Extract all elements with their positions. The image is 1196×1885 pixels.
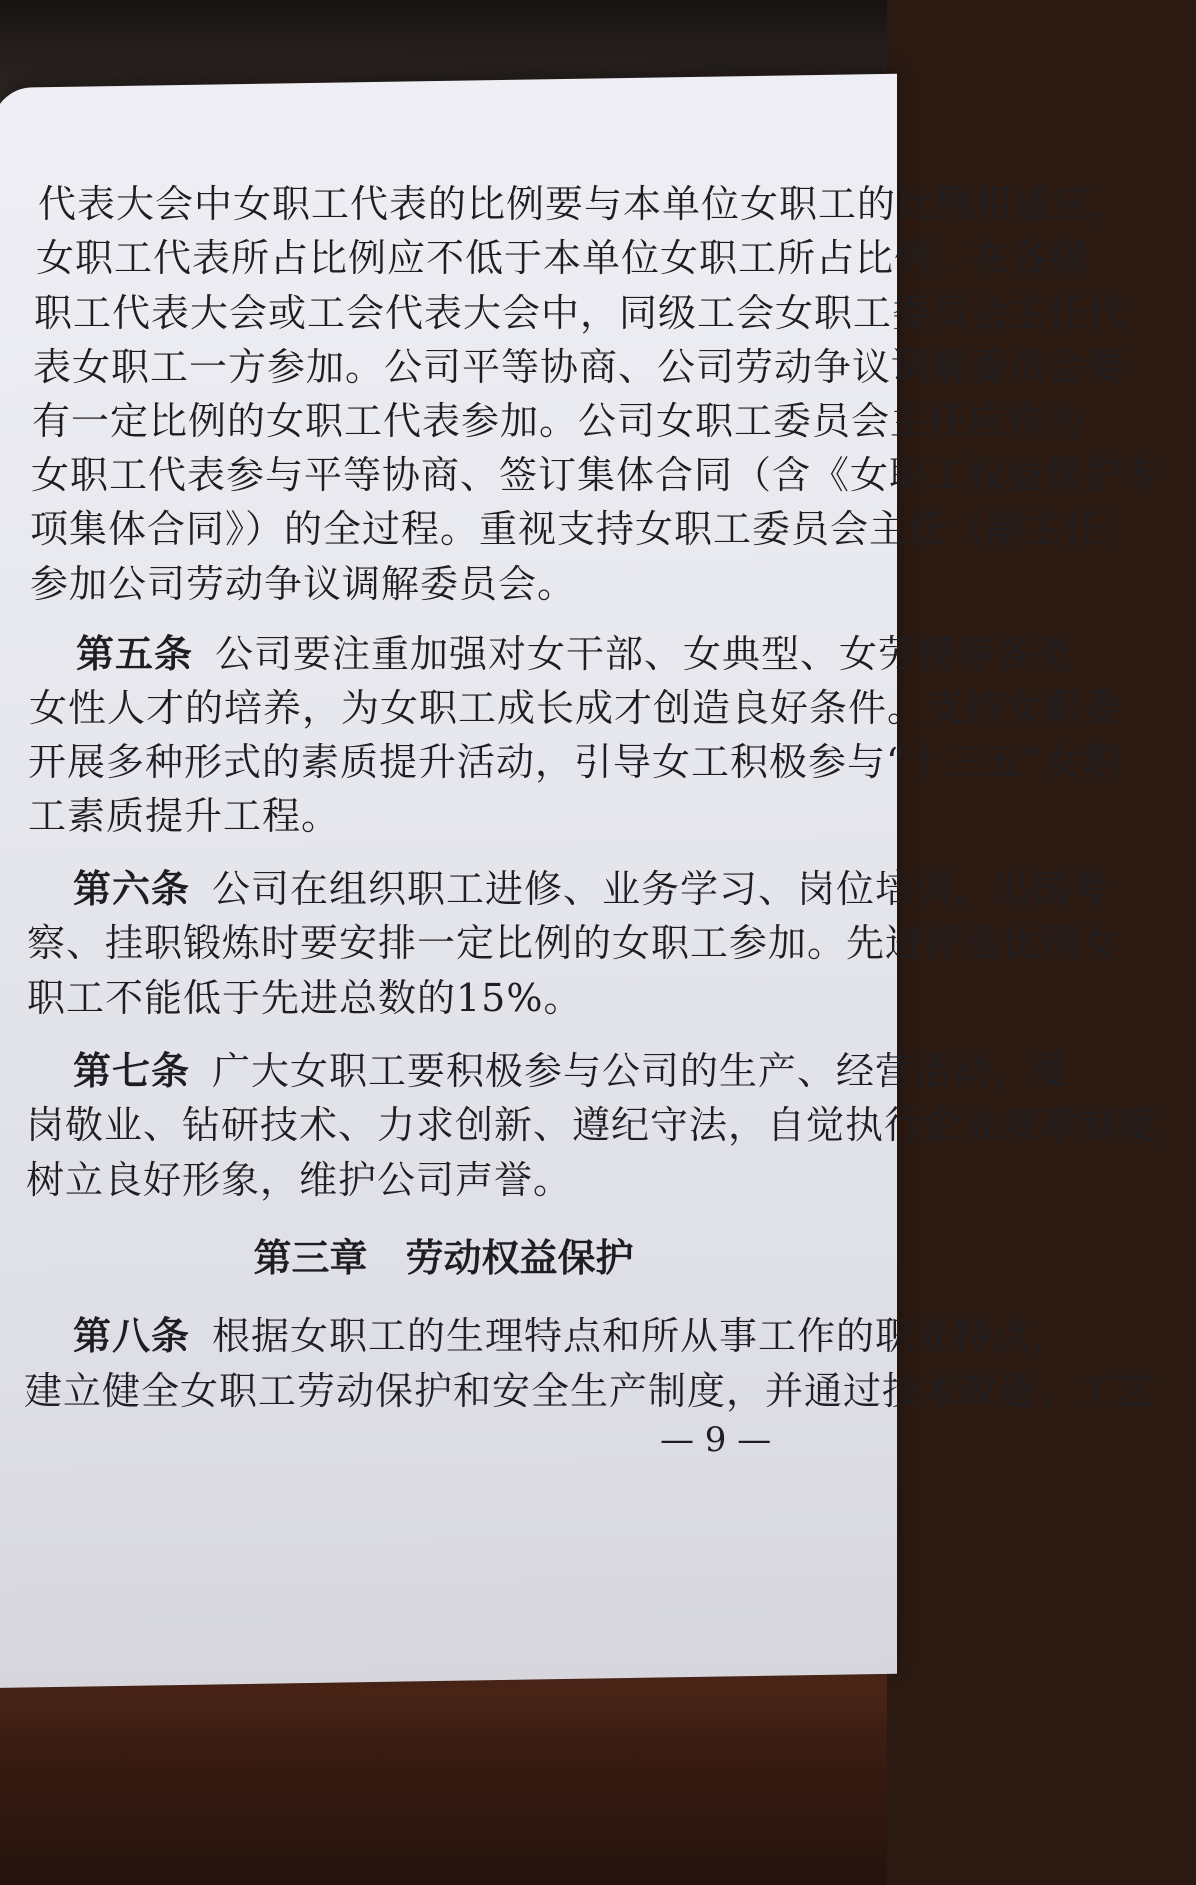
article-8-text: 根据女职工的生理特点和所从事工作的职业特点，: [212, 1314, 1071, 1358]
article-5-text: 公司要注重加强对女干部、女典型、女劳模等各类: [215, 632, 1074, 676]
paragraph-line: 工素质提升工程。: [28, 794, 341, 838]
paragraph-line: 察、挂职锻炼时要安排一定比例的女职工参加。先进评选比例女: [27, 921, 1120, 965]
paragraph-line: 树立良好形象，维护公司声誉。: [26, 1158, 573, 1202]
article-6-text: 公司在组织职工进修、业务学习、岗位培训、出国考: [212, 867, 1110, 911]
paragraph-line: 表女职工一方参加。公司平等协商、公司劳动争议调解委员会要: [33, 345, 1126, 389]
article-6-first-line: [73, 861, 1110, 917]
article-7-text: 广大女职工要积极参与公司的生产、经营活动，爱: [212, 1049, 1071, 1093]
article-7-first-line: [73, 1043, 1071, 1099]
paragraph-line: 代表大会中女职工代表的比例要与本单位女职工的比例相适应，: [38, 182, 1131, 226]
page-number: — 9 —: [660, 1420, 772, 1460]
paragraph-line: 开展多种形式的素质提升活动，引导女工积极参与“十三五”女职: [28, 740, 1122, 784]
paragraph-line: 岗敬业、钻研技术、力求创新、遵纪守法，自觉执行企业规章制度，: [26, 1103, 1196, 1147]
paragraph-line: 职工不能低于先进总数的15%。: [27, 976, 583, 1020]
article-5-first-line: [76, 626, 1074, 682]
paragraph-line: 女职工代表参与平等协商、签订集体合同（含《女职工权益保护专: [31, 453, 1163, 497]
article-6-label: 第六条: [73, 867, 191, 911]
paragraph-line: 项集体合同》）的全过程。重视支持女职工委员会主任（副主任）: [30, 507, 1143, 551]
article-7-label: 第七条: [73, 1049, 191, 1093]
paragraph-line: 女职工代表所占比例应不低于本单位女职工所占比例。在各级: [36, 236, 1090, 280]
article-8-first-line: [73, 1308, 1071, 1364]
paragraph-line: 建立健全女职工劳动保护和安全生产制度，并通过技术改造、工艺: [24, 1369, 1156, 1413]
article-8-label: 第八条: [73, 1314, 191, 1358]
paragraph-line: 女性人才的培养，为女职工成长成才创造良好条件。支持女职委: [29, 686, 1122, 730]
chapter-title: 第三章 劳动权益保护: [253, 1236, 634, 1280]
paragraph-line: 有一定比例的女职工代表参加。公司女职工委员会主任应作为: [32, 399, 1086, 443]
paragraph-line: 参加公司劳动争议调解委员会。: [30, 562, 577, 606]
article-5-label: 第五条: [76, 632, 194, 676]
paragraph-line: 职工代表大会或工会代表大会中，同级工会女职工委员会主任代: [34, 291, 1127, 335]
